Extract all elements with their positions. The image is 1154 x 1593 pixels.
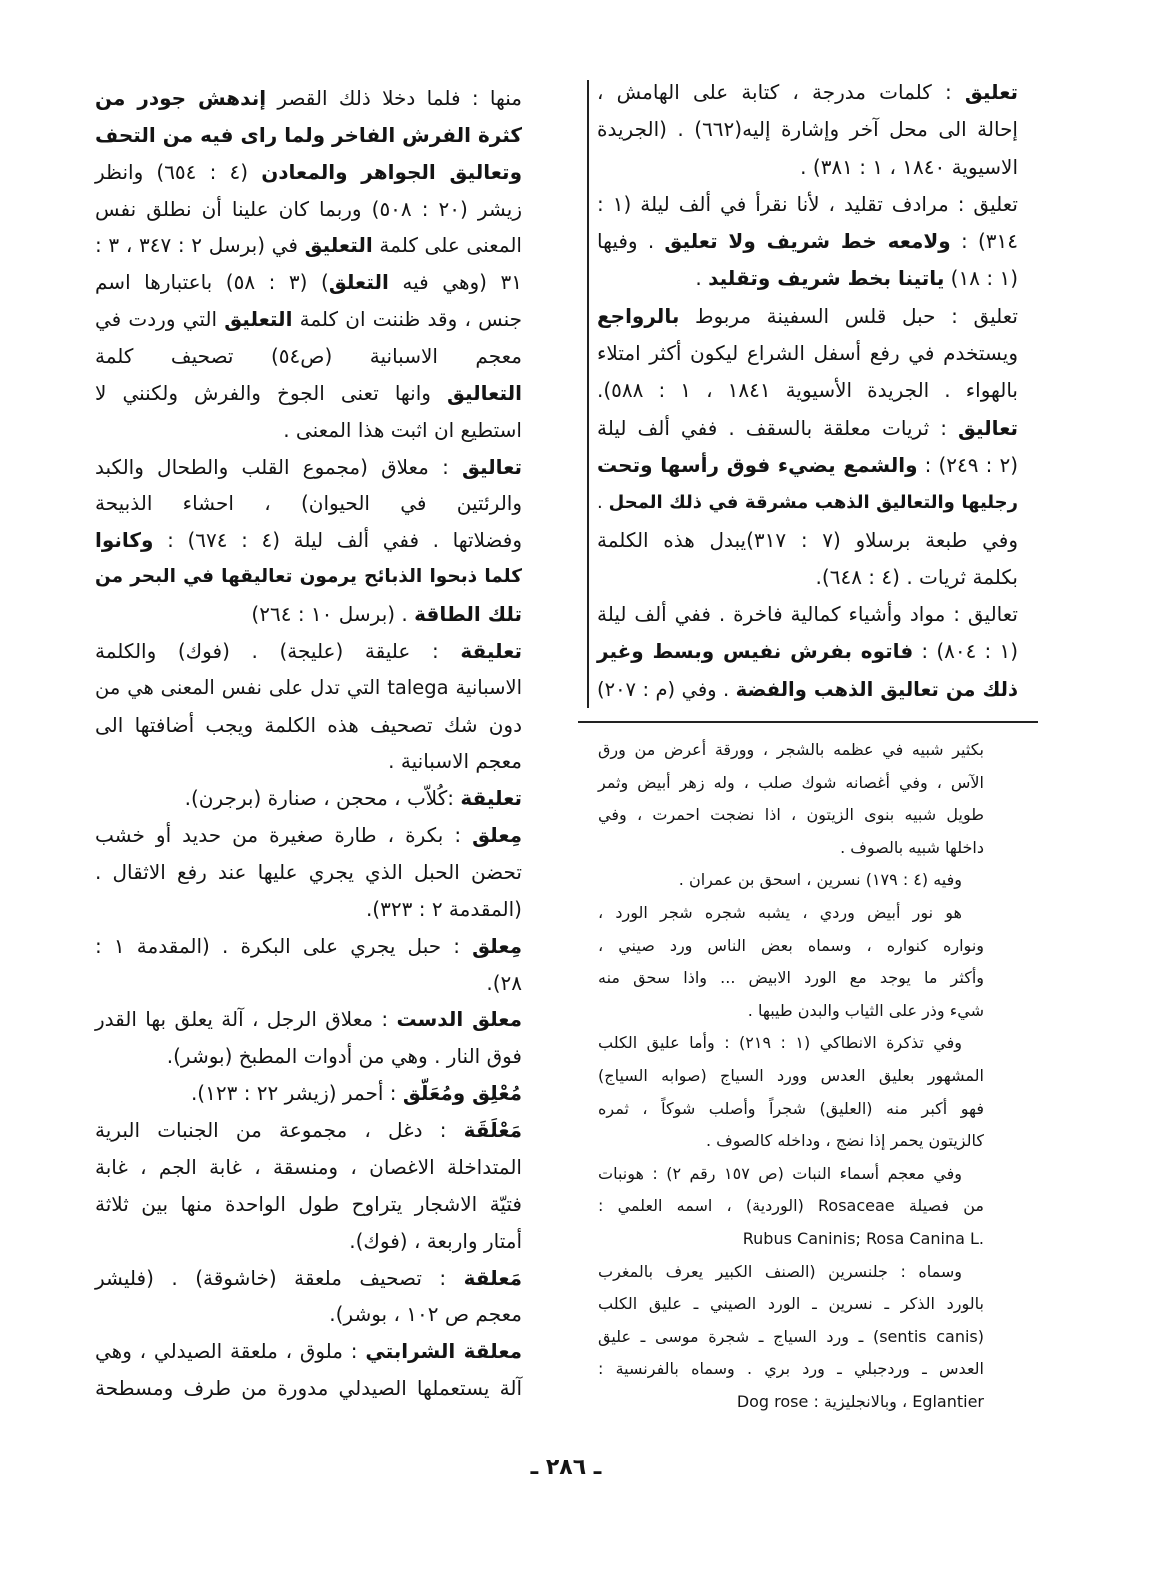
left-column-line <box>95 1260 522 1297</box>
bold-text: معلقة الشرابتي <box>365 1339 522 1364</box>
footnote-line <box>598 1027 984 1060</box>
text-segment: تعاليق : مواد وأشياء كمالية فاخرة . ففي ألف ليلة <box>597 602 1018 627</box>
footnote-line <box>598 832 984 865</box>
bold-text: التعليق <box>304 233 373 258</box>
bold-text: التعليق <box>224 307 293 332</box>
bold-text: فاتوه بفرش نفيس وبسط وغير <box>597 639 914 664</box>
text-segment: داخلها شبيه بالصوف . <box>840 837 984 857</box>
bold-text: ولامعه خط شريف ولا تعليق <box>664 229 951 254</box>
text-segment: ويستخدم في رفع أسفل الشراع ليكون أكثر امتلاء <box>597 341 1018 366</box>
bold-text: مَعلقة <box>463 1265 522 1290</box>
text-segment: كالزيتون يحمر إذا نضج ، وداخله كالصوف . <box>705 1131 984 1151</box>
footnote-line <box>598 1321 984 1354</box>
text-segment: : تصحيف ملعقة (خاشوقة) . (فليشر <box>95 1265 464 1290</box>
text-segment: : بكرة ، طارة صغيرة من حديد أو خشب <box>95 823 473 848</box>
text-segment: فهو أكبر منه (العليق) شجراً وأصلب شوكاً ، ثمره <box>598 1098 984 1118</box>
column-divider <box>587 80 589 708</box>
footnote-line <box>598 897 984 930</box>
text-segment: (١ : ٨٠٤) : <box>913 639 1018 664</box>
footnotes <box>598 734 984 1418</box>
text-segment: فتيّة الاشجار يتراوح طول الواحدة منها بين ثلاثة <box>95 1191 522 1216</box>
right-column-line <box>597 410 1018 447</box>
text-segment: وسماه : جلنسرين (الصنف الكبير يعرف بالمغرب <box>598 1261 962 1281</box>
left-column-line <box>95 965 522 1002</box>
text-segment: ) (٣ : ٥٨) باعتبارها اسم <box>95 270 329 295</box>
footnote-line <box>598 1125 984 1158</box>
right-column-line <box>597 298 1018 335</box>
right-column-line <box>597 111 1018 148</box>
bold-text: ذلك من تعاليق الذهب والفضة <box>735 677 1018 701</box>
text-segment: تعليق : مرادف تقليد ، لأنا نقرأ في ألف ليلة (١ : <box>597 191 1018 216</box>
bold-text: ياتينا بخط شريف وتقليد <box>708 266 945 291</box>
text-segment: :كُلاّب ، محجن ، صنارة (برجرن). <box>184 786 461 811</box>
text-segment: المعنى على كلمة <box>372 233 522 258</box>
text-segment: هو نور أبيض وردي ، يشبه شجره شجر الورد ، <box>598 902 962 922</box>
text-segment: العدس ـ وردجبلي ـ ورد بري . وسماه بالفرنسية : <box>598 1359 984 1379</box>
left-column-line <box>95 1333 522 1370</box>
left-column-line <box>95 928 522 965</box>
bold-text: تعاليق <box>957 415 1018 440</box>
footnote-line <box>598 799 984 832</box>
text-segment: : أحمر (زيشر ٢٢ : ١٢٣). <box>190 1081 403 1106</box>
right-column-line <box>597 559 1018 596</box>
right-column-line <box>597 484 1018 521</box>
right-column-line <box>597 223 1018 260</box>
text-segment: ٢٨). <box>486 970 522 995</box>
footnote-line <box>598 1190 984 1223</box>
left-column-line <box>95 264 522 301</box>
text-segment: . (برسل ١٠ : ٢٦٤) <box>251 602 415 627</box>
footnote-line <box>598 1158 984 1191</box>
text-segment: فوق النار . وهي من أدوات المطبخ (بوشر). <box>166 1044 522 1069</box>
text-segment: تعليق : حبل قلس السفينة مربوط <box>679 303 1018 328</box>
text-segment: الاسبانية talega التي تدل على نفس المعنى هي من <box>95 675 522 699</box>
footnote-line <box>598 734 984 767</box>
text-segment: . وفي (م : ٢٠٧) <box>597 677 736 701</box>
text-segment: . <box>597 492 609 514</box>
footnote-line <box>598 1223 984 1256</box>
bold-text: التعلق <box>328 270 389 295</box>
text-segment: معجم ص ١٠٢ ، بوشر). <box>329 1302 522 1327</box>
right-column-line <box>597 522 1018 559</box>
left-column-line <box>95 522 522 559</box>
left-column-line <box>95 375 522 412</box>
left-column-line <box>95 670 522 707</box>
bold-text: التعاليق <box>446 380 522 405</box>
bold-text: رجليها والتعاليق الذهب مشرقة في ذلك المحل <box>608 492 1018 514</box>
footnote-line <box>598 1093 984 1126</box>
text-segment: آلة يستعملها الصيدلي مدورة من طرف ومسطحة <box>95 1376 522 1401</box>
bold-text: كلما ذبحوا الذبائح يرمون تعاليقها في البحر من <box>95 566 522 588</box>
left-column-line <box>95 1370 522 1407</box>
text-segment: في (برسل ٢ : ٣٤٧ ، ٣ : <box>95 233 305 258</box>
text-segment: وفضلاتها . ففي ألف ليلة (٤ : ٦٧٤) : <box>153 528 522 553</box>
text-segment: (sentis canis) ـ ورد السياج ـ شجرة موسى ـ عليق <box>598 1326 985 1346</box>
bold-text: تلك الطاقة <box>414 602 522 627</box>
bold-text: وكانوا <box>95 528 154 553</box>
text-segment: بالورد الذكر ـ نسرين ـ الورد الصيني ـ عليق الكلب <box>598 1294 984 1314</box>
left-column-line <box>95 1186 522 1223</box>
text-segment: وأكثر ما يوجد مع الورد الابيض ... واذا سحق منه <box>598 968 984 988</box>
text-segment: . <box>695 266 709 291</box>
left-column-line <box>95 817 522 854</box>
left-column-line <box>95 154 522 191</box>
footnote-line <box>598 930 984 963</box>
footnote-line <box>598 962 984 995</box>
left-column-line <box>95 854 522 891</box>
bold-text: مِعلق <box>472 823 522 848</box>
left-column-line <box>95 338 522 375</box>
left-column-line <box>95 743 522 780</box>
text-segment: بكثير شبيه في عظمه بالشجر ، وورقة أعرض من ورق <box>598 740 984 759</box>
left-column-line <box>95 1001 522 1038</box>
text-segment: : عليقة (عليجة) . (فوك) والكلمة <box>95 638 461 663</box>
text-segment: . وفيها <box>597 229 665 254</box>
text-segment: بالهواء . الجريدة الأسيوية ١٨٤١ ، ١ : ٥٨٨). <box>597 378 1018 403</box>
left-column-line <box>95 780 522 817</box>
bold-text: تعليق <box>964 80 1018 104</box>
left-column-line <box>95 449 522 486</box>
footnote-line <box>598 767 984 800</box>
footnote-line <box>598 864 984 897</box>
text-segment: طويل شبيه بنوى الزيتون ، اذا نضجت احمرت ، وفي <box>598 805 984 825</box>
footnote-line <box>598 1353 984 1386</box>
right-column-line <box>597 74 1018 111</box>
right-column-line <box>597 596 1018 633</box>
bold-text: مُعْلِق ومُعَلّق <box>402 1081 522 1106</box>
text-segment: أمتار واربعة ، (فوك). <box>349 1228 522 1253</box>
footnote-rule <box>578 721 1038 723</box>
left-column-line <box>95 596 522 633</box>
bold-text: كثرة الفرش الفاخر ولما راى فيه من التحف <box>95 122 522 147</box>
text-segment: المشهور بعليق العدس وورد السياج (صوابه السياج) <box>598 1065 984 1085</box>
bold-text: والشمع يضيء فوق رأسها وتحت <box>597 452 918 477</box>
left-column-line <box>95 117 522 154</box>
left-column-line <box>95 891 522 928</box>
text-segment: والرئتين في الحيوان) ، احشاء الذبيحة <box>95 491 522 516</box>
text-segment: : دغل ، مجموعة من الجنبات البرية <box>95 1118 464 1143</box>
bold-text: تعاليق <box>461 454 522 479</box>
text-segment: من فصيلة Rosaceae (الوردية) ، اسمه العلمي : <box>598 1196 984 1216</box>
left-column-line <box>95 1038 522 1075</box>
text-segment: Rubus Caninis; Rosa Canina L. <box>742 1228 984 1248</box>
left-column-line <box>95 559 522 596</box>
text-segment: المتداخلة الاغصان ، ومنسقة ، غابة الجم ، غابة <box>95 1154 522 1179</box>
footnote-line <box>598 1256 984 1289</box>
text-segment: (١ : ١٨) <box>944 266 1018 291</box>
text-segment: شيء وذر على الثياب والبدن طيبها . <box>747 1000 984 1020</box>
footnote-line <box>598 1386 984 1419</box>
right-column <box>597 74 1018 708</box>
text-segment: : ملوق ، ملعقة الصيدلي ، وهي <box>95 1339 366 1364</box>
right-column-line <box>597 372 1018 409</box>
text-segment: وفي طبعة برسلاو (٧ : ٣١٧)يبدل هذه الكلمة <box>597 527 1018 552</box>
left-column-line <box>95 1112 522 1149</box>
bold-text: إندهش جودر من <box>95 86 267 110</box>
bold-text: تعليقة <box>460 638 522 663</box>
bold-text: مِعلق <box>472 933 522 958</box>
text-segment: دون شك تصحيف هذه الكلمة ويجب أضافتها الى <box>95 712 522 737</box>
text-segment: (٢ : ٢٤٩) : <box>917 452 1018 477</box>
left-column-line <box>95 1296 522 1333</box>
footnote-line <box>598 1288 984 1321</box>
text-segment: جنس ، وقد ظننت ان كلمة <box>292 307 523 332</box>
text-segment: استطيع ان اثبت هذا المعنى . <box>283 417 522 442</box>
text-segment: ونواره كنواره ، وسماه بعض الناس ورد صيني ، <box>598 935 984 955</box>
left-column-line <box>95 485 522 522</box>
right-column-line <box>597 335 1018 372</box>
left-column-line <box>95 227 522 264</box>
text-segment: وانها تعنى الجوخ والفرش ولكنني لا <box>95 380 447 405</box>
text-segment: التي وردت في <box>95 307 225 332</box>
text-segment: وفي معجم أسماء النبات (ص ١٥٧ رقم ٢) : هونبات <box>598 1163 963 1183</box>
right-column-line <box>597 447 1018 484</box>
right-column-line <box>597 149 1018 186</box>
footnote-line <box>598 995 984 1028</box>
text-segment: إحالة الى محل آخر وإشارة إليه(٦٦٢) . (الجريدة <box>597 117 1018 142</box>
text-segment: زيشر (٢٠ : ٥٠٨) وربما كان علينا أن نطلق نفس <box>95 196 522 221</box>
left-column-line <box>95 1223 522 1260</box>
left-column-line <box>95 707 522 744</box>
text-segment: معجم الاسبانية (ص٥٤) تصحيف كلمة <box>95 344 522 369</box>
bold-text: مَعْلَقَة <box>463 1118 522 1143</box>
right-column-line <box>597 671 1018 708</box>
bold-text: تعليقة <box>460 786 522 811</box>
text-segment: : ثريات معلقة بالسقف . ففي ألف ليلة <box>597 415 958 440</box>
left-column-line <box>95 1149 522 1186</box>
bold-text: معلق الدست <box>396 1007 522 1032</box>
text-segment: تحضن الحبل الذي يجري عليها عند رفع الاثقال . <box>95 860 522 885</box>
text-segment: بكلمة ثريات . (٤ : ٦٤٨). <box>815 564 1018 589</box>
right-column-line <box>597 186 1018 223</box>
left-column-line <box>95 1075 522 1112</box>
text-segment: : حبل يجري على البكرة . (المقدمة ١ : <box>95 933 473 958</box>
text-segment: (٤ : ٦٥٤) وانظر <box>95 159 262 184</box>
text-segment: (المقدمة ٢ : ٣٢٣). <box>365 896 522 921</box>
right-column-line <box>597 633 1018 670</box>
text-segment: : كلمات مدرجة ، كتابة على الهامش ، <box>597 80 965 104</box>
left-column-line <box>95 191 522 228</box>
left-column-line <box>95 301 522 338</box>
bold-text: بالرواجع <box>597 303 680 328</box>
text-segment: الآس ، وفي أغصانه شوك صلب ، وله زهر أبيض وثمر <box>598 772 984 792</box>
left-column-line <box>95 412 522 449</box>
text-segment: الاسيوية ١٨٤٠ ، ١ : ٣٨١) . <box>800 154 1018 179</box>
page-number: ـ ٢٨٦ ـ <box>530 1455 602 1480</box>
text-segment: : معلاق (مجموع القلب والطحال والكبد <box>95 454 462 479</box>
footnote-line <box>598 1060 984 1093</box>
left-column <box>95 80 522 1407</box>
left-column-line <box>95 633 522 670</box>
text-segment: وفي تذكرة الانطاكي (١ : ٢١٩) : وأما عليق الكلب <box>598 1033 963 1053</box>
text-segment: معجم الاسبانية . <box>388 749 522 774</box>
left-column-line <box>95 80 522 117</box>
text-segment: ٣١ (وهي فيه <box>388 270 522 295</box>
text-segment: وفيه (٤ : ١٧٩) نسرين ، اسحق بن عمران . <box>678 870 962 890</box>
text-segment: منها : فلما دخلا ذلك القصر <box>266 86 522 110</box>
text-segment: : معلاق الرجل ، آلة يعلق بها القدر <box>95 1007 397 1032</box>
bold-text: وتعاليق الجواهر والمعادن <box>261 159 522 184</box>
text-segment: Eglantier ، وبالانجليزية : Dog rose <box>736 1391 984 1411</box>
text-segment: ٣١٤) : <box>950 229 1018 254</box>
right-column-line <box>597 260 1018 297</box>
